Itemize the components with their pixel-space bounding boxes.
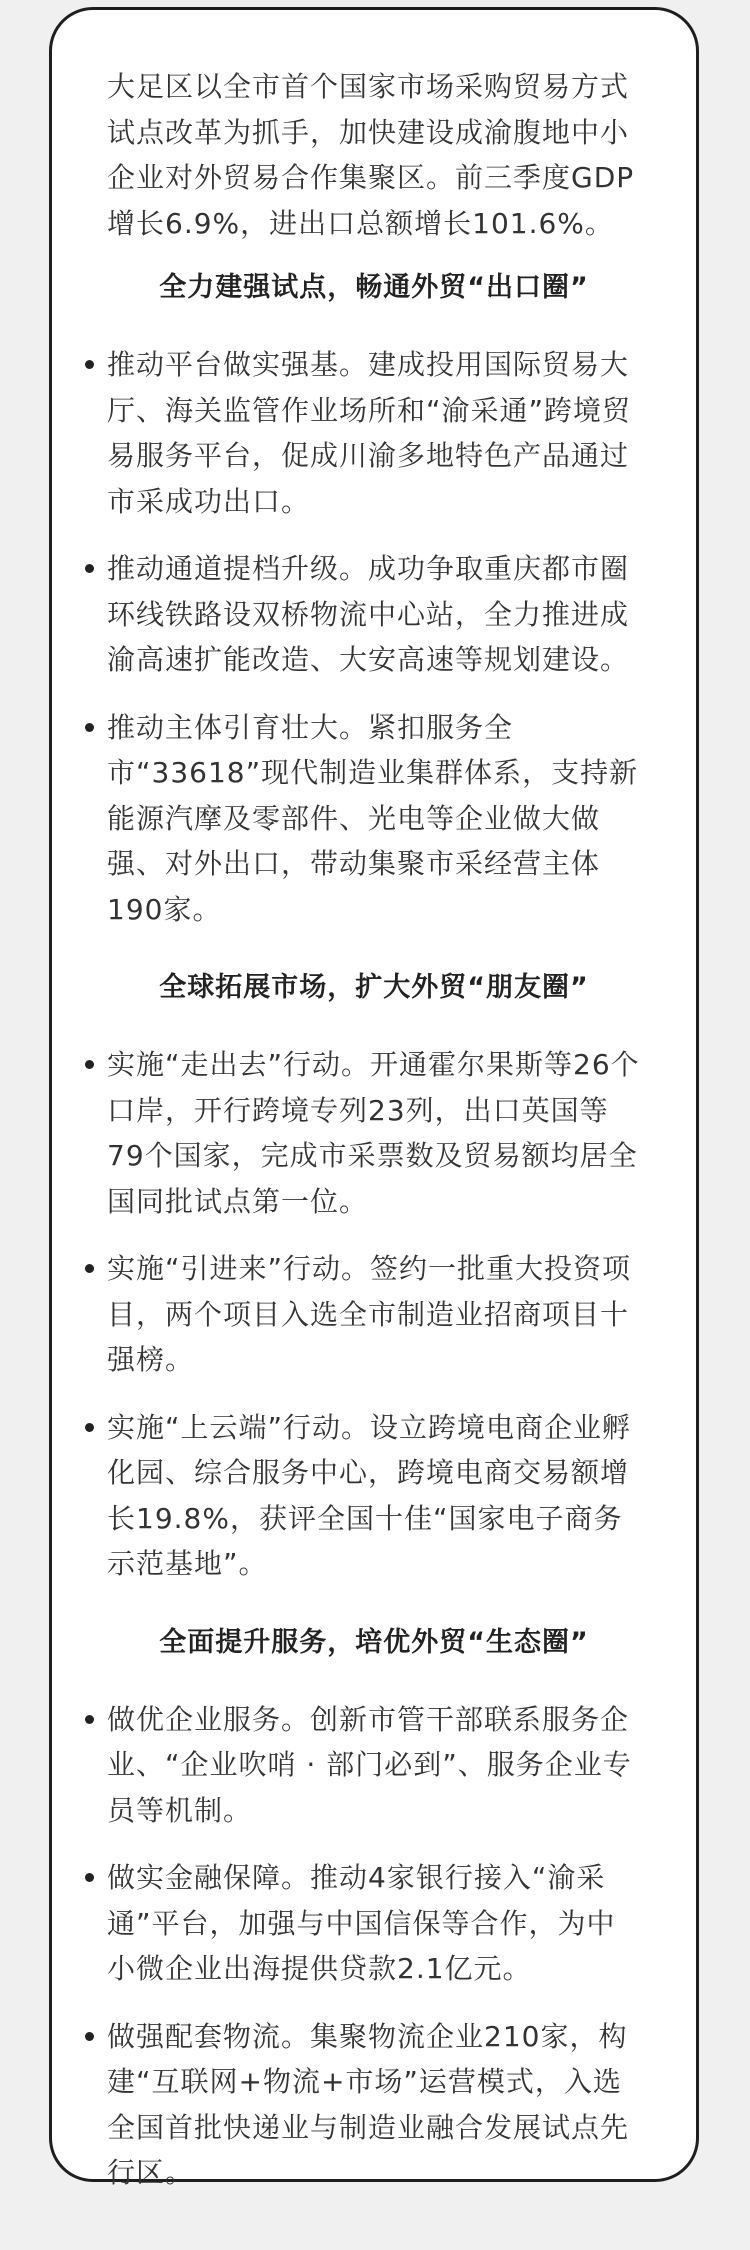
bullet-text: 实施“引进来”行动。签约一批重大投资项目，两个项目入选全市制造业招商项目十强榜。 <box>107 1252 632 1376</box>
bullet-dot-icon <box>85 1060 94 1069</box>
bullet-item <box>107 1042 641 1224</box>
section-heading: 全面提升服务，培优外贸“生态圈” <box>159 1626 589 1658</box>
bullet-dot-icon <box>85 1873 94 1882</box>
section-export <box>107 266 641 932</box>
bullet-dot-icon <box>85 360 94 369</box>
bullet-item <box>107 1246 641 1383</box>
bullet-dot-icon <box>85 1715 94 1724</box>
bullet-item <box>107 1697 641 1834</box>
bullet-item <box>107 342 641 524</box>
bullet-list <box>107 342 641 932</box>
bullet-item <box>107 1855 641 1992</box>
bullet-item <box>107 2014 641 2196</box>
bullet-dot-icon <box>85 2032 94 2041</box>
content-card <box>49 7 699 2189</box>
bullet-text: 推动平台做实强基。建成投用国际贸易大厅、海关监管作业场所和“渝采通”跨境贸易服务平台，促成川渝多地特色产品通过市采成功出口。 <box>107 348 632 518</box>
bullet-dot-icon <box>85 564 94 573</box>
bullet-list <box>107 1697 641 2196</box>
section-friends <box>107 966 641 1587</box>
bullet-item <box>107 705 641 933</box>
bullet-text: 做优企业服务。创新市管干部联系服务企业、“企业吹哨 · 部门必到”、服务企业专员等机制。 <box>107 1702 632 1827</box>
bullet-text: 实施“上云端”行动。设立跨境电商企业孵化园、综合服务中心，跨境电商交易额增长19.8%，获评全国十佳“国家电子商务示范基地”。 <box>107 1410 632 1580</box>
bullet-dot-icon <box>85 1264 94 1273</box>
intro-paragraph: 大足区以全市首个国家市场采购贸易方式试点改革为抓手，加快建设成渝腹地中小企业对外贸易合作集聚区。前三季度GDP增长6.9%，进出口总额增长101.6%。 <box>107 70 635 240</box>
bullet-item <box>107 546 641 683</box>
section-heading: 全力建强试点，畅通外贸“出口圈” <box>159 272 589 303</box>
bullet-dot-icon <box>85 1423 94 1432</box>
bullet-text: 推动主体引育壮大。紧扣服务全市“33618”现代制造业集群体系，支持新能源汽摩及零部件、光电等企业做大做强、对外出口，带动集聚市采经营主体190家。 <box>107 710 639 926</box>
bullet-text: 做强配套物流。集聚物流企业210家，构建“互联网+物流+市场”运营模式，入选全国首批快递业与制造业融合发展试点先行区。 <box>107 2019 630 2189</box>
section-ecosystem <box>107 1621 641 2196</box>
bullet-item <box>107 1405 641 1587</box>
bullet-dot-icon <box>85 723 94 732</box>
bullet-list <box>107 1042 641 1587</box>
section-heading: 全球拓展市场，扩大外贸“朋友圈” <box>159 972 589 1003</box>
bullet-text: 实施“走出去”行动。开通霍尔果斯等26个口岸，开行跨境专列23列，出口英国等79个国家，完成市采票数及贸易额均居全国同批试点第一位。 <box>107 1048 640 1218</box>
bullet-text: 推动通道提档升级。成功争取重庆都市圈环线铁路设双桥物流中心站，全力推进成渝高速扩能改造、大安高速等规划建设。 <box>107 552 630 676</box>
bullet-text: 做实金融保障。推动4家银行接入“渝采通”平台，加强与中国信保等合作，为中小微企业出海提供贷款2.1亿元。 <box>107 1861 616 1985</box>
